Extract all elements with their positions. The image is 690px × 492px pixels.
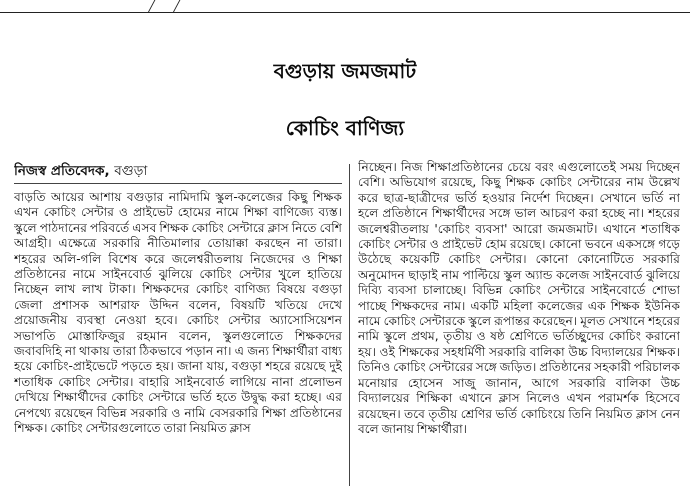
byline [14, 162, 342, 180]
article-body [6, 160, 680, 486]
byline-reporter: নিজস্ব প্রতিবেদক, [14, 163, 110, 179]
left-column-text: বাড়তি আয়ের আশায় বগুড়ার নামিদামি স্কুল-কলেজের কিছু শিক্ষক এখন কোচিং সেন্টার ও প্রাইভেট হোমের নামে শিক্ষা বাণিজ্যে ব্যস্ত। স্কুলে পাঠদানের পরিবর্তে এসব শিক্ষক কোচিং সেন্টারে ক্লাস নিতে বেশি আগ্রহী। এক্ষেত্রে সরকারি নীতিমালার তোয়াক্কা করছেন না তারা। শহরের অলি-গলি বিশেষ করে জলেশ্বরীতলায় নিজেদের ও শিক্ষা প্রতিষ্ঠানের নামে সাইনবোর্ড ঝুলিয়ে কোচিং সেন্টার খুলে হাতিয়ে নিচ্ছেন লাখ লাখ টাকা। শিক্ষকদের কোচিং বাণিজ্য বিষয়ে বগুড়া জেলা প্রশাসক আশরাফ উদ্দিন বলেন, বিষয়টি খতিয়ে দেখে প্রয়োজনীয় ব্যবস্থা নেওয়া হবে। কোচিং সেন্টার অ্যাসোসিয়েশন সভাপতি মোস্তাফিজুর রহমান বলেন, স্কুলগুলোতে শিক্ষকদের জবাবদিহি না থাকায় তারা ঠিকভাবে পড়ান না। এ জন্য শিক্ষার্থীরা বাধ্য হয়ে কোচিং-প্রাইভেটে পড়তে হয়। জানা যায়, বগুড়া শহরে রয়েছে দুই শতাধিক কোচিং সেন্টার। বাহারি সাইনবোর্ড লাগিয়ে নানা প্রলোভন দেখিয়ে শিক্ষার্থীদের কোচিং সেন্টারে ভর্তি হতে উদ্বুদ্ধ করা হচ্ছে। এর নেপথ্যে রয়েছেন বিভিন্ন সরকারি ও নামি বেসরকারি শিক্ষা প্রতিষ্ঠানের শিক্ষক। কোচিং সেন্টারগুলোতে তারা নিয়মিত ক্লাস [14, 190, 342, 436]
top-border-rule [0, 12, 690, 13]
right-column [358, 160, 680, 486]
byline-location: বগুড়া [114, 163, 148, 179]
left-column [14, 160, 342, 486]
headline-line-2: কোচিং বাণিজ্য [285, 116, 405, 140]
headline-line-1: বগুড়ায় জমজমাট [273, 59, 417, 83]
byline-underline [14, 183, 342, 184]
column-divider [349, 164, 350, 486]
top-border-notch [148, 0, 180, 12]
right-column-text: নিচ্ছেন। নিজ শিক্ষাপ্রতিষ্ঠানের চেয়ে বরং এগুলোতেই সময় দিচ্ছেন বেশি। অভিযোগ রয়েছে, কিছু শিক্ষক কোচিং সেন্টারের নাম উল্লেখ করে ছাত্র-ছাত্রীদের ভর্তি হওয়ার নির্দেশ দিচ্ছেন। সেখানে ভর্তি না হলে প্রতিষ্ঠানে শিক্ষার্থীদের সঙ্গে ভাল আচরণ করা হচ্ছে না। শহরের জলেশ্বরীতলায় 'কোচিং ব্যবসা' আরো জমজমাট। এখানে শতাধিক কোচিং সেন্টার ও প্রাইভেট হোম রয়েছে। কোনো ভবনে একসঙ্গে গড়ে উঠেছে কয়েকটি কোচিং সেন্টার। কোনো কোনোটিতে সরকারি অনুমোদন ছাড়াই নাম পাল্টিয়ে স্কুল অ্যান্ড কলেজ সাইনবোর্ড ঝুলিয়ে দিব্যি ব্যবসা চালাচ্ছে। বিভিন্ন কোচিং সেন্টারে সাইনবোর্ডে শোভা পাচ্ছে শিক্ষকদের নাম। একটি মহিলা কলেজের এক শিক্ষক ইউনিক নামে কোচিং সেন্টারকে স্কুলে রূপান্তর করেছেন। মূলত সেখানে শহরের নামি স্কুলে প্রথম, তৃতীয় ও ষষ্ঠ শ্রেণিতে ভর্তিচ্ছুদের কোচিং করানো হয়। ওই শিক্ষকের সহধর্মিণী সরকারি বালিকা উচ্চ বিদ্যালয়ের শিক্ষক। তিনিও কোচিং সেন্টারের সঙ্গে জড়িত। প্রতিষ্ঠানের সহকারী পরিচালক মনোয়ার হোসেন সাজু জানান, আগে সরকারি বালিকা উচ্চ বিদ্যালয়ের শিক্ষিকা এখানে ক্লাস নিলেও এখন পরামর্শক হিসেবে রয়েছেন। তবে তৃতীয় শ্রেণির ভর্তি কোচিংয়ে তিনি নিয়মিত ক্লাস নেন বলে জানায় শিক্ষার্থীরা। [358, 160, 680, 436]
